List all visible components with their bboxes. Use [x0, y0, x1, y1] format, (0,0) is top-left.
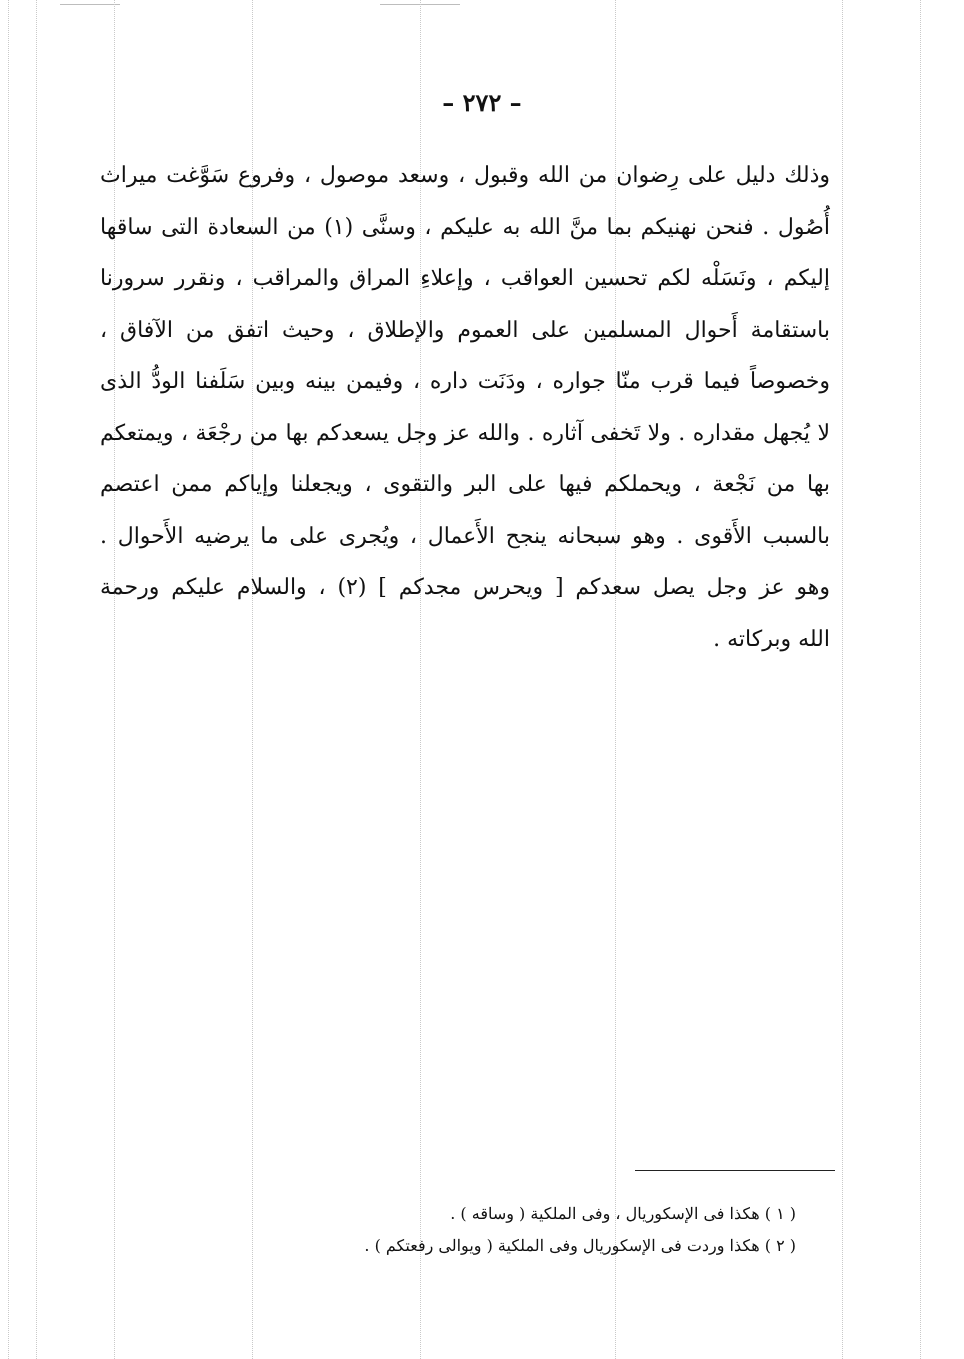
footnotes	[300, 1198, 796, 1262]
scan-artifact-top	[60, 4, 120, 5]
scan-artifact-line	[36, 0, 37, 1359]
body-line: وخصوصاً فيما قرب منّا جواره ، ودَنَت داره ، وفيمن بينه وبين سَلَفنا الودُّ الذى	[100, 369, 830, 394]
body-line: الله وبركاته .	[713, 626, 830, 652]
body-line: وذلك دليل على رِضوان من الله وقبول ، وسعد موصول ، وفروع سَوَّغت ميراث	[100, 163, 830, 188]
body-line: وهو عز وجل يصل سعدكم [ ويحرس مجدكم ] (٢) ، والسلام عليكم ورحمة	[100, 575, 831, 600]
body-line: بها من نَجْعة ، ويحملكم فيها على البر والتقوى ، ويجعلنا وإياكم ممن اعتصم	[100, 472, 830, 497]
body-line: إليكم ، ونَسَلْه لكم تحسين العواقب ، وإعلاءِ المراق والمراقب ، ونقرر سرورنا	[100, 266, 830, 291]
footnote-item: ( ١ ) هكذا فى الإسكوريال ، وفى الملكية ( وساقه ) .	[450, 1204, 796, 1223]
footnote-divider	[635, 1170, 835, 1171]
scan-artifact-line	[920, 0, 921, 1359]
body-line: بالسبب الأَقوى . وهو سبحانه ينجح الأَعمال ، ويُجرى على ما يرضيه الأَحوال .	[100, 523, 830, 549]
body-line: باستقامة أَحوال المسلمين على العموم والإطلاق ، وحيث اتفق من الآفاق ،	[100, 317, 830, 343]
body-line: لا يُجهل مقداره . ولا تَخفى آثاره . والله عز وجل يسعدكم بها من رجْعَة ، ويمتعكم	[100, 420, 830, 446]
scan-artifact-line	[8, 0, 9, 1359]
body-text	[100, 150, 830, 665]
footnote-item: ( ٢ ) هكذا وردت فى الإسكوريال وفى الملكية ( ويوالى رفعتكم ) .	[364, 1236, 796, 1255]
scan-artifact-line	[842, 0, 843, 1359]
body-line: أُصُول . فنحن نهنيكم بما منَّ الله به عليكم ، وسنَّى (١) من السعادة التى ساقها	[100, 214, 830, 240]
page-number: – ٢٧٢ –	[442, 88, 522, 117]
